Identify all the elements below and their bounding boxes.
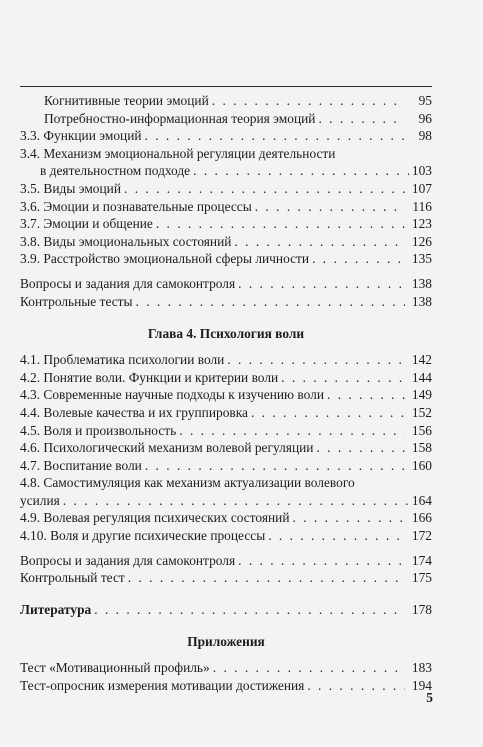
leader-dots bbox=[128, 569, 405, 587]
leader-dots bbox=[94, 601, 405, 619]
toc-entry-page: 98 bbox=[418, 128, 432, 144]
leader-dots bbox=[281, 369, 405, 387]
toc-entry-page: 166 bbox=[411, 510, 432, 526]
toc-entry bbox=[20, 369, 432, 387]
toc-entry-page: 194 bbox=[411, 678, 432, 694]
toc-entry-title: 4.5. Воля и произвольность bbox=[20, 422, 177, 438]
toc-entry-page: 103 bbox=[411, 163, 432, 179]
leader-dots bbox=[327, 386, 405, 404]
toc-entry-page: 164 bbox=[411, 492, 432, 508]
toc-entry-title: 4.3. Современные научные подходы к изучению воли bbox=[20, 387, 324, 403]
toc-entry-title: Тест «Мотивационный профиль» bbox=[20, 660, 210, 676]
toc-entry-page: 149 bbox=[411, 387, 432, 403]
leader-dots bbox=[213, 659, 405, 677]
toc-entry-title: Контрольные тесты bbox=[20, 293, 133, 309]
toc-entry-page: 135 bbox=[411, 251, 432, 267]
toc-entry bbox=[20, 457, 432, 475]
leader-dots bbox=[316, 439, 405, 457]
toc-entry bbox=[20, 552, 432, 570]
toc-entry-title: Вопросы и задания для самоконтроля bbox=[20, 275, 236, 291]
leader-dots bbox=[179, 422, 405, 440]
leader-dots bbox=[136, 293, 405, 311]
toc-entry bbox=[20, 527, 432, 545]
toc-entry-title: 4.7. Воспитание воли bbox=[20, 457, 142, 473]
toc-entry bbox=[20, 677, 432, 695]
toc-entry bbox=[20, 439, 432, 457]
toc-entry-page: 142 bbox=[411, 352, 432, 368]
toc-entry-title: 3.4. Механизм эмоциональной регуляции деятельности bbox=[20, 145, 336, 161]
toc-entry-literature bbox=[20, 601, 432, 619]
table-of-contents bbox=[20, 92, 432, 695]
leader-dots bbox=[227, 351, 405, 369]
toc-entry bbox=[20, 275, 432, 293]
toc-entry-title: 4.10. Воля и другие психические процессы bbox=[20, 528, 266, 544]
toc-entry bbox=[20, 386, 432, 404]
toc-entry-page: 152 bbox=[411, 404, 432, 420]
leader-dots bbox=[145, 127, 405, 145]
toc-entry-title: 4.9. Волевая регуляция психических состояний bbox=[20, 510, 290, 526]
toc-entry-title: 3.6. Эмоции и познавательные процессы bbox=[20, 198, 252, 214]
toc-entry-title: Когнитивные теории эмоций bbox=[44, 93, 209, 108]
leader-dots bbox=[251, 404, 405, 422]
toc-entry bbox=[20, 404, 432, 422]
leader-dots bbox=[307, 677, 405, 695]
toc-entry bbox=[20, 509, 432, 527]
toc-entry-title: 3.5. Виды эмоций bbox=[20, 180, 121, 196]
toc-entry-title: 4.1. Проблематика психологии воли bbox=[20, 352, 225, 368]
toc-entry-page: 126 bbox=[411, 233, 432, 249]
leader-dots bbox=[293, 509, 405, 527]
toc-entry-title: Контрольный тест bbox=[20, 570, 125, 586]
toc-entry bbox=[20, 474, 432, 509]
toc-entry-page: 138 bbox=[411, 275, 432, 291]
page-number: 5 bbox=[426, 690, 433, 705]
toc-entry-title: 3.9. Расстройство эмоциональной сферы личности bbox=[20, 251, 310, 267]
leader-dots bbox=[145, 457, 405, 475]
toc-entry-title: Потребностно-информационная теория эмоций bbox=[44, 110, 316, 126]
toc-entry-title: Вопросы и задания для самоконтроля bbox=[20, 552, 236, 568]
top-rule bbox=[20, 86, 432, 87]
appendix-heading: Приложения bbox=[187, 634, 265, 650]
toc-entry-title: 4.6. Психологический механизм волевой регуляции bbox=[20, 440, 314, 456]
toc-entry-title: 3.7. Эмоции и общение bbox=[20, 216, 153, 232]
toc-entry bbox=[20, 422, 432, 440]
leader-dots bbox=[238, 275, 405, 293]
toc-entry-page: 178 bbox=[411, 601, 432, 617]
toc-entry bbox=[20, 110, 432, 128]
toc-entry bbox=[20, 569, 432, 587]
leader-dots bbox=[156, 215, 405, 233]
toc-entry-page: 156 bbox=[411, 422, 432, 438]
toc-entry-page: 160 bbox=[411, 457, 432, 473]
leader-dots bbox=[124, 180, 405, 198]
leader-dots bbox=[212, 92, 405, 110]
toc-entry-page: 123 bbox=[411, 216, 432, 232]
toc-entry bbox=[20, 198, 432, 216]
toc-entry-title: 4.2. Понятие воли. Функции и критерии воли bbox=[20, 369, 279, 385]
leader-dots bbox=[63, 492, 409, 510]
toc-entry-title-cont: в деятельностном подходе bbox=[40, 163, 191, 179]
leader-dots bbox=[312, 250, 405, 268]
leader-dots bbox=[268, 527, 405, 545]
chapter-heading: Глава 4. Психология воли bbox=[147, 326, 305, 342]
toc-entry-page: 175 bbox=[411, 570, 432, 586]
toc-entry bbox=[20, 351, 432, 369]
toc-entry-title: 3.3. Функции эмоций bbox=[20, 128, 142, 144]
leader-dots bbox=[255, 198, 405, 216]
toc-entry-title: 3.8. Виды эмоциональных состояний bbox=[20, 233, 232, 249]
toc-entry bbox=[20, 180, 432, 198]
toc-entry-page: 144 bbox=[411, 369, 432, 385]
toc-entry bbox=[20, 659, 432, 677]
toc-entry-title-cont: усилия bbox=[20, 492, 60, 508]
toc-entry bbox=[20, 293, 432, 311]
toc-entry bbox=[20, 92, 432, 110]
toc-entry-page: 116 bbox=[412, 198, 432, 214]
leader-dots bbox=[234, 233, 405, 251]
toc-entry bbox=[20, 145, 432, 180]
toc-entry-title: Литература bbox=[20, 601, 92, 617]
toc-entry bbox=[20, 215, 432, 233]
leader-dots bbox=[318, 110, 405, 128]
toc-entry-page: 107 bbox=[411, 180, 432, 196]
toc-entry bbox=[20, 250, 432, 268]
toc-entry-title: Тест-опросник измерения мотивации достижения bbox=[20, 678, 305, 694]
toc-entry-title: 4.8. Самостимуляция как механизм актуализации волевого bbox=[20, 475, 355, 491]
toc-entry-page: 95 bbox=[418, 93, 432, 108]
toc-entry-page: 96 bbox=[418, 110, 432, 126]
toc-entry bbox=[20, 127, 432, 145]
toc-entry-page: 172 bbox=[411, 528, 432, 544]
toc-entry-page: 158 bbox=[411, 440, 432, 456]
toc-entry-page: 174 bbox=[411, 552, 432, 568]
toc-entry bbox=[20, 233, 432, 251]
toc-entry-page: 138 bbox=[411, 293, 432, 309]
toc-entry-title: 4.4. Волевые качества и их группировка bbox=[20, 404, 248, 420]
toc-entry-page: 183 bbox=[411, 660, 432, 676]
leader-dots bbox=[193, 162, 409, 180]
leader-dots bbox=[238, 552, 405, 570]
